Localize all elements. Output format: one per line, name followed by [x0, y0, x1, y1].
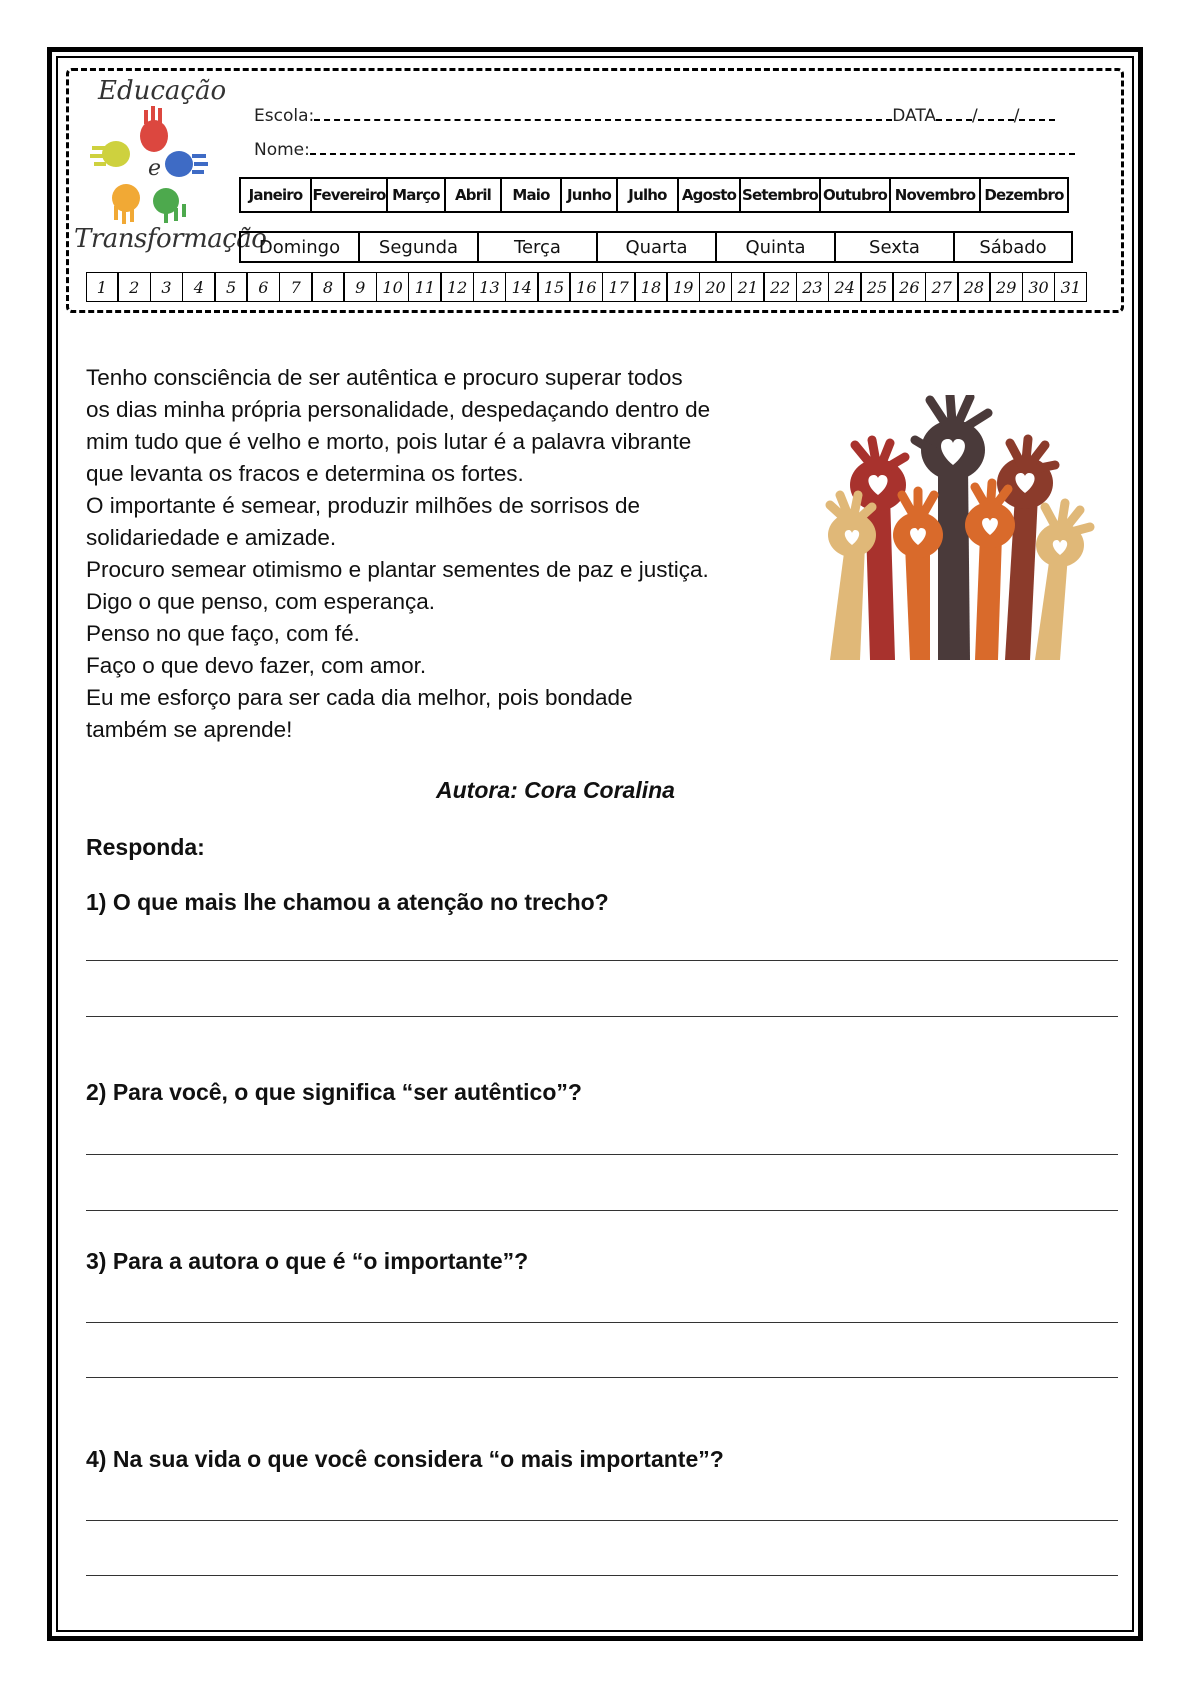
answer-line[interactable] — [86, 1154, 1118, 1155]
poem-line: Penso no que faço, com fé. — [86, 621, 360, 646]
poem-line: mim tudo que é velho e morto, pois lutar é a palavra vibrante — [86, 429, 692, 454]
day-cell[interactable]: 27 — [925, 272, 958, 302]
day-cell[interactable]: 7 — [279, 272, 312, 302]
answer-line[interactable] — [86, 1210, 1118, 1211]
day-cell[interactable]: 20 — [699, 272, 732, 302]
date-separator: / — [1013, 106, 1020, 126]
name-label: Nome: — [254, 140, 310, 160]
day-cell[interactable]: 23 — [796, 272, 829, 302]
day-cell[interactable]: 28 — [958, 272, 991, 302]
day-cell[interactable]: 30 — [1022, 272, 1055, 302]
poem-line: Faço o que devo fazer, com amor. — [86, 653, 427, 678]
answer-line[interactable] — [86, 1016, 1118, 1017]
weekday-cell[interactable]: Sexta — [834, 231, 955, 263]
answer-line[interactable] — [86, 960, 1118, 961]
poem-text — [86, 362, 786, 746]
day-cell[interactable]: 1 — [86, 272, 119, 302]
month-cell[interactable]: Julho — [616, 177, 679, 213]
school-field[interactable] — [254, 106, 1055, 126]
month-cell[interactable]: Junho — [560, 177, 618, 213]
month-cell[interactable]: Dezembro — [979, 177, 1069, 213]
question-3: 3) Para a autora o que é “o importante”? — [86, 1248, 529, 1274]
weekday-cell[interactable]: Domingo — [239, 231, 360, 263]
day-cell[interactable]: 16 — [570, 272, 603, 302]
poem-line: os dias minha própria personalidade, despedaçando dentro de — [86, 397, 711, 422]
poem-line: solidariedade e amizade. — [86, 525, 337, 550]
logo — [74, 76, 267, 256]
day-cell[interactable]: 24 — [828, 272, 861, 302]
logo-text-top: Educação — [98, 76, 227, 106]
day-cell[interactable]: 31 — [1054, 272, 1087, 302]
weekday-cell[interactable]: Sábado — [953, 231, 1073, 263]
raised-hands-hearts-icon — [810, 395, 1110, 660]
month-cell[interactable]: Novembro — [889, 177, 981, 213]
date-month-line[interactable] — [978, 107, 1014, 121]
day-cell[interactable]: 5 — [215, 272, 248, 302]
answer-line[interactable] — [86, 1377, 1118, 1378]
months-row — [241, 177, 1069, 213]
day-cell[interactable]: 29 — [990, 272, 1023, 302]
question-2: 2) Para você, o que significa “ser autêntico”? — [86, 1079, 582, 1105]
day-cell[interactable]: 17 — [602, 272, 635, 302]
month-cell[interactable]: Janeiro — [239, 177, 312, 213]
day-cell[interactable]: 3 — [150, 272, 183, 302]
date-day-line[interactable] — [936, 107, 972, 121]
logo-text-bottom: Transformação — [74, 224, 267, 254]
day-cell[interactable]: 9 — [344, 272, 377, 302]
answer-line[interactable] — [86, 1520, 1118, 1521]
day-cell[interactable]: 10 — [376, 272, 409, 302]
logo-text-mid: e — [148, 156, 162, 181]
question-4: 4) Na sua vida o que você considera “o mais importante”? — [86, 1446, 724, 1472]
name-field[interactable] — [254, 140, 1075, 160]
poem-line: Eu me esforço para ser cada dia melhor, pois bondade — [86, 685, 633, 710]
month-cell[interactable]: Abril — [444, 177, 502, 213]
author-credit: Autora: Cora Coralina — [436, 777, 675, 803]
day-cell[interactable]: 21 — [731, 272, 764, 302]
name-input-line[interactable] — [310, 141, 1075, 155]
weekday-cell[interactable]: Terça — [477, 231, 598, 263]
month-cell[interactable]: Outubro — [819, 177, 891, 213]
day-cell[interactable]: 11 — [408, 272, 441, 302]
day-cell[interactable]: 8 — [312, 272, 345, 302]
month-cell[interactable]: Março — [386, 177, 446, 213]
poem-line: que levanta os fracos e determina os fortes. — [86, 461, 524, 486]
respond-heading: Responda: — [86, 834, 205, 860]
date-separator: / — [972, 106, 978, 126]
poem-line: Procuro semear otimismo e plantar sementes de paz e justiça. — [86, 557, 709, 582]
month-cell[interactable]: Setembro — [739, 177, 821, 213]
day-cell[interactable]: 13 — [473, 272, 506, 302]
weekday-cell[interactable]: Quinta — [715, 231, 836, 263]
day-cell[interactable]: 4 — [182, 272, 215, 302]
question-1: 1) O que mais lhe chamou a atenção no trecho? — [86, 889, 609, 915]
school-input-line[interactable] — [314, 107, 892, 121]
day-cell[interactable]: 25 — [861, 272, 894, 302]
day-cell[interactable]: 26 — [893, 272, 926, 302]
day-cell[interactable]: 18 — [635, 272, 668, 302]
poem-line: O importante é semear, produzir milhões de sorrisos de — [86, 493, 640, 518]
date-year-line[interactable] — [1019, 107, 1055, 121]
day-cell[interactable]: 14 — [505, 272, 538, 302]
month-cell[interactable]: Fevereiro — [310, 177, 388, 213]
poem-line: Tenho consciência de ser autêntica e procuro superar todos — [86, 365, 683, 390]
poem-line: também se aprende! — [86, 717, 293, 742]
day-cell[interactable]: 12 — [441, 272, 474, 302]
day-cell[interactable]: 15 — [538, 272, 571, 302]
day-cell[interactable]: 19 — [667, 272, 700, 302]
weekday-cell[interactable]: Quarta — [596, 231, 717, 263]
answer-line[interactable] — [86, 1322, 1118, 1323]
weekday-cell[interactable]: Segunda — [358, 231, 479, 263]
school-label: Escola: — [254, 106, 315, 126]
days-row — [86, 272, 1087, 302]
month-cell[interactable]: Agosto — [677, 177, 741, 213]
day-cell[interactable]: 2 — [118, 272, 151, 302]
month-cell[interactable]: Maio — [500, 177, 562, 213]
answer-line[interactable] — [86, 1575, 1118, 1576]
day-cell[interactable]: 22 — [764, 272, 797, 302]
weekdays-row — [241, 231, 1073, 263]
day-cell[interactable]: 6 — [247, 272, 280, 302]
date-label: DATA — [892, 106, 937, 126]
poem-line: Digo o que penso, com esperança. — [86, 589, 435, 614]
